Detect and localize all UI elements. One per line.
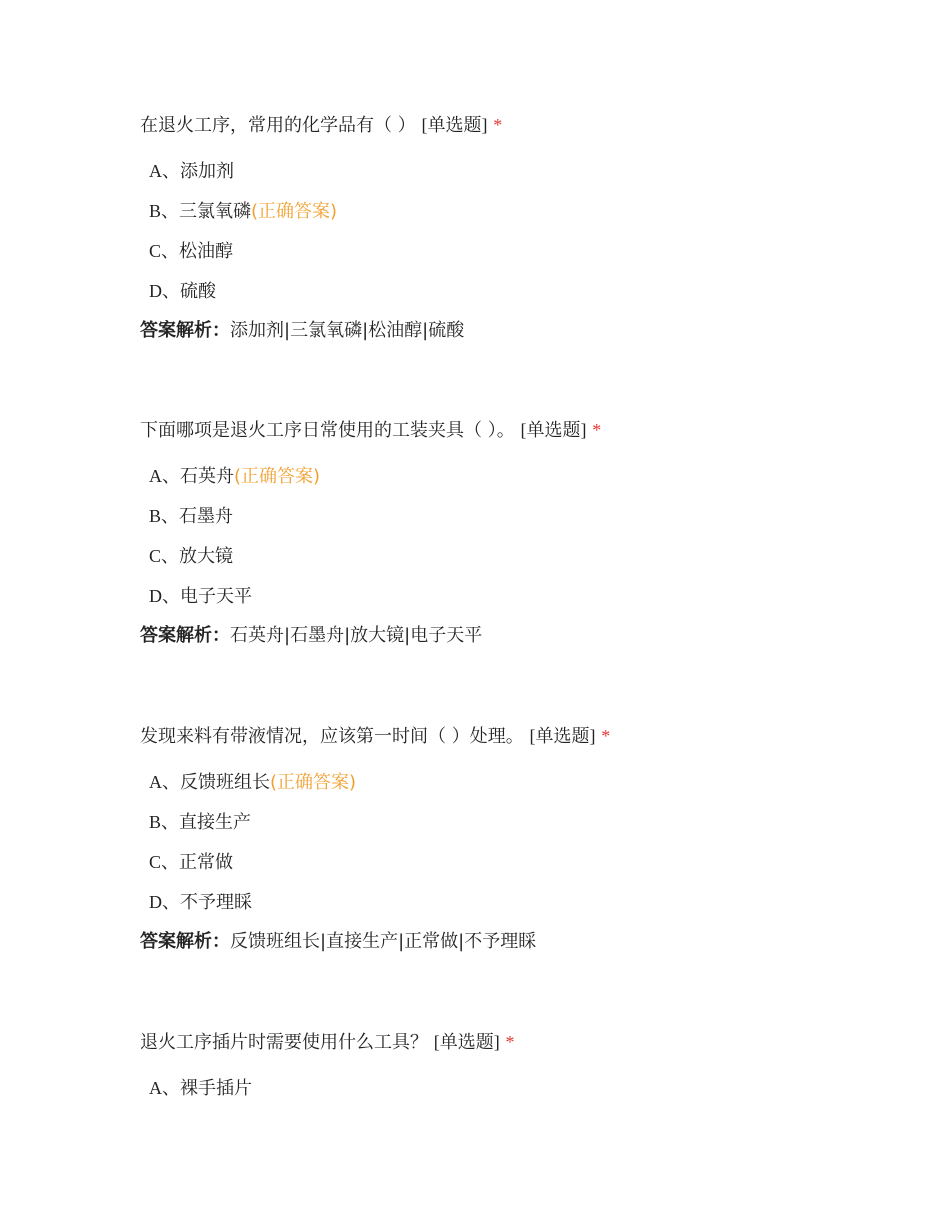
option-c[interactable] [140, 544, 840, 568]
answer-analysis [140, 930, 840, 954]
question-text: 退火工序插片时需要使用什么工具？ [140, 1032, 428, 1053]
analysis-text: 添加剂|三氯氧磷|松油醇|硫酸 [230, 320, 465, 341]
option-text: 松油醇 [179, 241, 234, 262]
option-letter: D、 [149, 281, 180, 301]
analysis-text: 反馈班组长|直接生产|正常做|不予理睬 [230, 931, 537, 952]
option-c[interactable] [140, 239, 840, 263]
analysis-text: 石英舟|石墨舟|放大镜|电子天平 [230, 625, 483, 646]
option-text: 正常做 [179, 852, 234, 873]
answer-analysis [140, 624, 840, 648]
option-d[interactable] [140, 279, 840, 303]
option-a[interactable] [140, 1076, 840, 1100]
option-text: 不予理睬 [180, 892, 252, 913]
option-text: 石英舟 [180, 466, 234, 487]
option-text: 硫酸 [180, 281, 216, 302]
correct-answer-tag: (正确答案) [270, 772, 357, 793]
option-d[interactable] [140, 890, 840, 914]
option-a[interactable] [140, 464, 840, 488]
option-b[interactable] [140, 810, 840, 834]
option-text: 石墨舟 [179, 506, 234, 527]
option-text: 添加剂 [180, 161, 234, 182]
option-letter: B、 [149, 812, 180, 832]
option-text: 反馈班组长 [180, 772, 270, 793]
option-letter: B、 [149, 506, 180, 526]
option-list [140, 770, 840, 914]
option-letter: A、 [149, 772, 180, 792]
option-a[interactable] [140, 770, 840, 794]
option-letter: D、 [149, 892, 180, 912]
correct-answer-tag: (正确答案) [251, 201, 338, 222]
required-mark: * [505, 1032, 515, 1052]
option-text: 直接生产 [179, 812, 252, 833]
option-text: 三氯氧磷 [179, 201, 252, 222]
question-type: [单选题] [421, 115, 488, 135]
option-letter: D、 [149, 586, 180, 606]
question-text: 下面哪项是退火工序日常使用的工装夹具（ ）。 [140, 420, 515, 441]
analysis-label: 答案解析： [140, 931, 230, 952]
option-d[interactable] [140, 584, 840, 608]
question-4 [140, 1030, 840, 1100]
question-title [140, 724, 840, 748]
option-list [140, 1076, 840, 1100]
option-b[interactable] [140, 199, 840, 223]
option-list [140, 464, 840, 608]
option-list [140, 159, 840, 303]
option-letter: B、 [149, 201, 180, 221]
correct-answer-tag: (正确答案) [234, 466, 321, 487]
question-text: 在退火工序，常用的化学品有（ ） [140, 115, 416, 136]
option-a[interactable] [140, 159, 840, 183]
answer-analysis [140, 319, 840, 343]
question-type: [单选题] [529, 726, 596, 746]
option-letter: C、 [149, 546, 180, 566]
option-letter: A、 [149, 161, 180, 181]
required-mark: * [601, 726, 611, 746]
question-3 [140, 724, 840, 954]
option-letter: A、 [149, 1078, 180, 1098]
required-mark: * [493, 115, 503, 135]
question-1 [140, 113, 840, 343]
question-text: 发现来料有带液情况，应该第一时间（ ）处理。 [140, 726, 524, 747]
option-text: 放大镜 [179, 546, 234, 567]
option-text: 电子天平 [180, 586, 252, 607]
question-title [140, 1030, 840, 1054]
analysis-label: 答案解析： [140, 625, 230, 646]
analysis-label: 答案解析： [140, 320, 230, 341]
question-type: [单选题] [433, 1032, 500, 1052]
option-letter: C、 [149, 241, 180, 261]
option-c[interactable] [140, 850, 840, 874]
question-title [140, 418, 840, 442]
option-b[interactable] [140, 504, 840, 528]
option-letter: A、 [149, 466, 180, 486]
question-title [140, 113, 840, 137]
required-mark: * [592, 420, 602, 440]
option-text: 裸手插片 [180, 1078, 252, 1099]
option-letter: C、 [149, 852, 180, 872]
question-2 [140, 418, 840, 648]
question-type: [单选题] [520, 420, 587, 440]
